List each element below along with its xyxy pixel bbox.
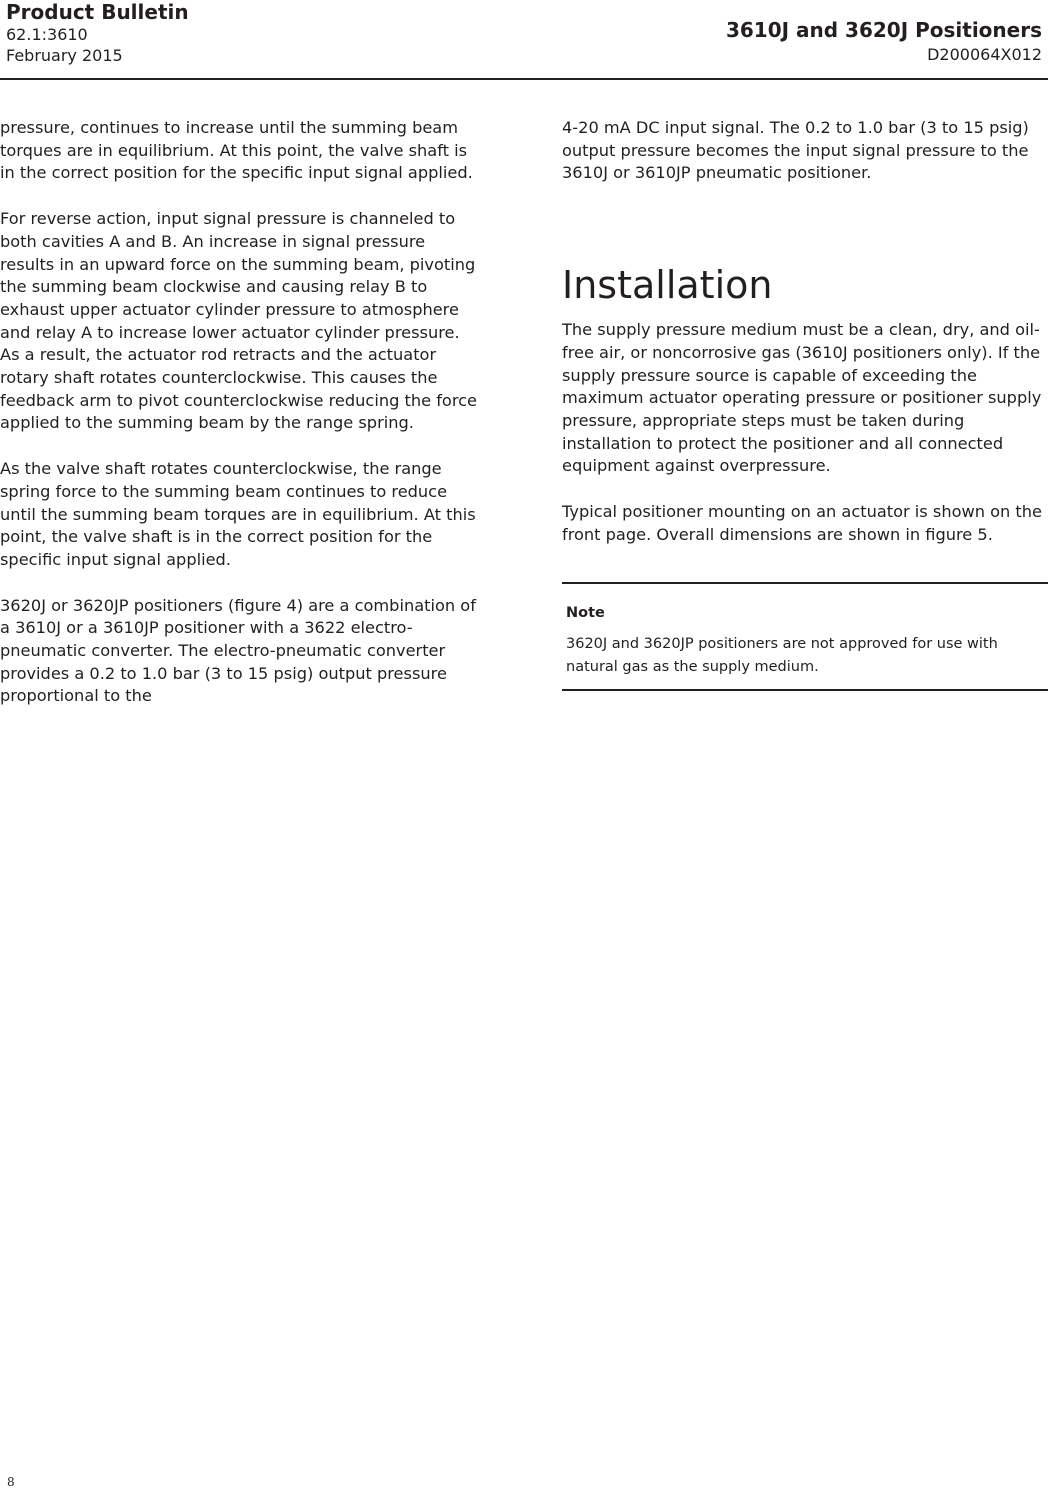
paragraph: For reverse action, input signal pressure is channeled to both cavities A and B. An increase in signal pressure results in an upward force on the summing beam, pivoting the summing beam clockwise and causing relay B to exhaust upper actuator cylinder pressure to atmosphere and relay A to increase lower actuator cylinder pressure. As a result, the actuator rod retracts and the actuator rotary shaft rotates counterclockwise. This causes the feedback arm to pivot counterclockwise reducing the force applied to the summing beam by the range spring. bbox=[0, 209, 477, 433]
paragraph: As the valve shaft rotates counterclockwise, the range spring force to the summing beam continues to reduce until the summing beam torques are in equilibrium. At this point, the valve shaft is in the correct position for the specific input signal applied. bbox=[0, 459, 476, 569]
header-right bbox=[726, 16, 1042, 65]
paragraph: Typical positioner mounting on an actuator is shown on the front page. Overall dimensions are shown in figure 5. bbox=[562, 502, 1042, 544]
bulletin-date: February 2015 bbox=[6, 46, 123, 65]
page-number: 8 bbox=[7, 1475, 15, 1489]
header-left bbox=[6, 0, 189, 66]
bulletin-number: 62.1:3610 bbox=[6, 25, 88, 44]
paragraph: 4-20 mA DC input signal. The 0.2 to 1.0 bar (3 to 15 psig) output pressure becomes the input signal pressure to the 3610J or 3610JP pneumatic positioner. bbox=[562, 118, 1029, 183]
note-text: 3620J and 3620JP positioners are not approved for use with natural gas as the supply medium. bbox=[566, 636, 998, 676]
page-header bbox=[0, 0, 1048, 80]
header-rule bbox=[0, 78, 1048, 80]
note-label: Note bbox=[566, 605, 605, 622]
document-number: D200064X012 bbox=[927, 45, 1042, 64]
right-column bbox=[562, 117, 1048, 691]
bulletin-title: Product Bulletin bbox=[6, 0, 189, 24]
document-title: 3610J and 3620J Positioners bbox=[725, 18, 1042, 42]
paragraph: The supply pressure medium must be a clean, dry, and oil-free air, or noncorrosive gas (3610J positioners only). If the supply pressure source is capable of exceeding the maximum actuator operating pressure or positioner supply pressure, appropriate steps must be taken during installation to protect the positioner and all connected equipment against overpressure. bbox=[562, 320, 1042, 476]
left-column bbox=[0, 117, 482, 731]
note-box bbox=[562, 582, 1048, 691]
paragraph: pressure, continues to increase until the summing beam torques are in equilibrium. At this point, the valve shaft is in the correct position for the specific input signal applied. bbox=[0, 118, 473, 183]
paragraph: 3620J or 3620JP positioners (figure 4) are a combination of a 3610J or a 3610JP positioner with a 3622 electro-pneumatic converter. The electro-pneumatic converter provides a 0.2 to 1.0 bar (3 to 15 psig) output pressure proportional to the bbox=[0, 595, 476, 706]
section-heading-installation: Installation bbox=[562, 263, 773, 308]
